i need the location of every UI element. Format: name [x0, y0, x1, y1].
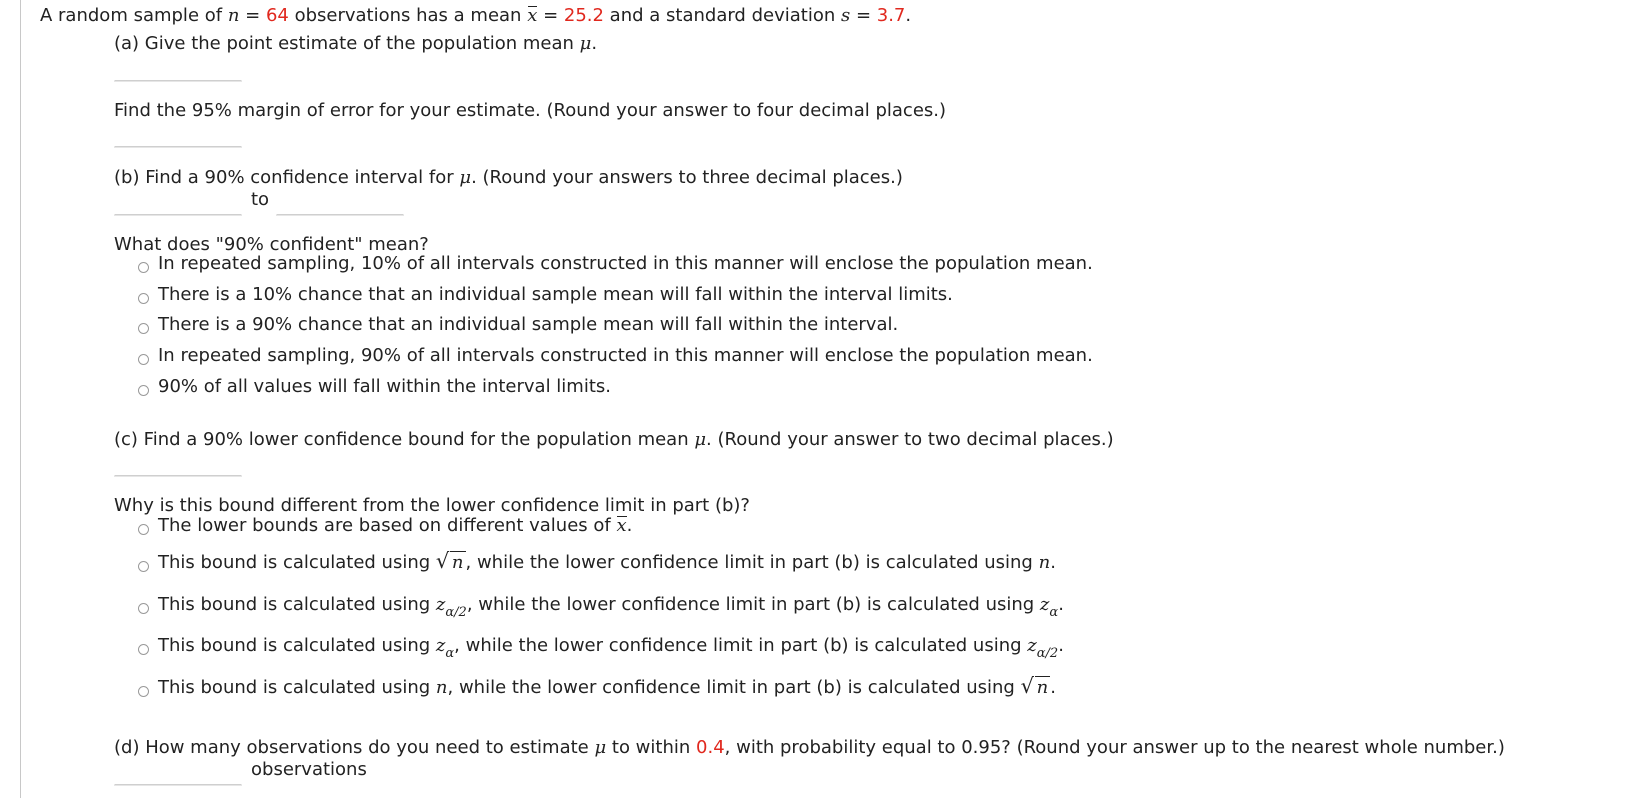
confident-option-1: In repeated sampling, 10% of all intervals constructed in this manner will enclose the population mean.	[158, 253, 1093, 274]
margin-of-error-input[interactable]	[114, 121, 242, 147]
problem-statement: A random sample of n = 64 observations has a mean x = 25.2 and a standard deviation s = 3.7.	[40, 5, 912, 26]
part-a-prompt: (a) Give the point estimate of the population mean μ.	[114, 33, 598, 54]
bound-option-3: This bound is calculated using $z_{\alpha/2}$, while the lower confidence limit in part (b) is calculated using $z_\alpha$.	[158, 594, 1064, 620]
part-b-prompt: (b) Find a 90% confidence interval for μ. (Round your answers to three decimal places.)	[114, 167, 903, 188]
ci-upper-input[interactable]	[276, 189, 404, 215]
bound-option-1: The lower bounds are based on different values of x.	[158, 515, 633, 536]
radio-bound-option-5[interactable]	[138, 686, 149, 697]
radio-confident-option-3[interactable]	[138, 323, 149, 334]
lower-bound-input[interactable]	[114, 450, 242, 476]
xbar-symbol: x	[527, 5, 538, 26]
radio-bound-option-4[interactable]	[138, 644, 149, 655]
radio-confident-option-1[interactable]	[138, 262, 149, 273]
radio-confident-option-2[interactable]	[138, 293, 149, 304]
confident-question: What does "90% confident" mean?	[114, 234, 429, 255]
observations-label: observations	[251, 759, 367, 780]
confident-option-2: There is a 10% chance that an individual sample mean will fall within the interval limits.	[158, 284, 953, 305]
part-d-prompt: (d) How many observations do you need to estimate μ to within 0.4, with probability equal to 0.95? (Round your answer up to the nearest whole number.)	[114, 737, 1505, 758]
radio-confident-option-4[interactable]	[138, 354, 149, 365]
radio-bound-option-1[interactable]	[138, 524, 149, 535]
radio-confident-option-5[interactable]	[138, 385, 149, 396]
sample-size-value: 64	[265, 5, 289, 26]
radio-bound-option-2[interactable]	[138, 561, 149, 572]
to-label: to	[251, 189, 270, 210]
error-bound-value: 0.4	[696, 737, 725, 758]
bound-option-4: This bound is calculated using $z_\alpha$, while the lower confidence limit in part (b) is calculated using $z_{\alpha/2}$.	[158, 635, 1064, 661]
std-dev-value: 3.7	[876, 5, 906, 26]
point-estimate-input[interactable]	[114, 55, 242, 81]
confident-option-4: In repeated sampling, 90% of all intervals constructed in this manner will enclose the population mean.	[158, 345, 1093, 366]
observations-input[interactable]	[114, 759, 242, 785]
ci-lower-input[interactable]	[114, 189, 242, 215]
part-c-prompt: (c) Find a 90% lower confidence bound for the population mean μ. (Round your answer to two decimal places.)	[114, 429, 1114, 450]
sqrt-n-symbol: √ n	[1020, 674, 1049, 698]
left-border-line	[20, 0, 21, 798]
bound-option-2: This bound is calculated using √ n , while the lower confidence limit in part (b) is calculated using n.	[158, 549, 1056, 573]
bound-option-5: This bound is calculated using n, while the lower confidence limit in part (b) is calculated using √ n .	[158, 674, 1056, 698]
sample-mean-value: 25.2	[563, 5, 604, 26]
sqrt-n-symbol: √ n	[435, 549, 464, 573]
confident-option-5: 90% of all values will fall within the interval limits.	[158, 376, 611, 397]
bound-difference-question: Why is this bound different from the lower confidence limit in part (b)?	[114, 495, 750, 516]
radio-bound-option-3[interactable]	[138, 603, 149, 614]
margin-of-error-prompt: Find the 95% margin of error for your estimate. (Round your answer to four decimal places.)	[114, 100, 947, 121]
confident-option-3: There is a 90% chance that an individual sample mean will fall within the interval.	[158, 314, 899, 335]
